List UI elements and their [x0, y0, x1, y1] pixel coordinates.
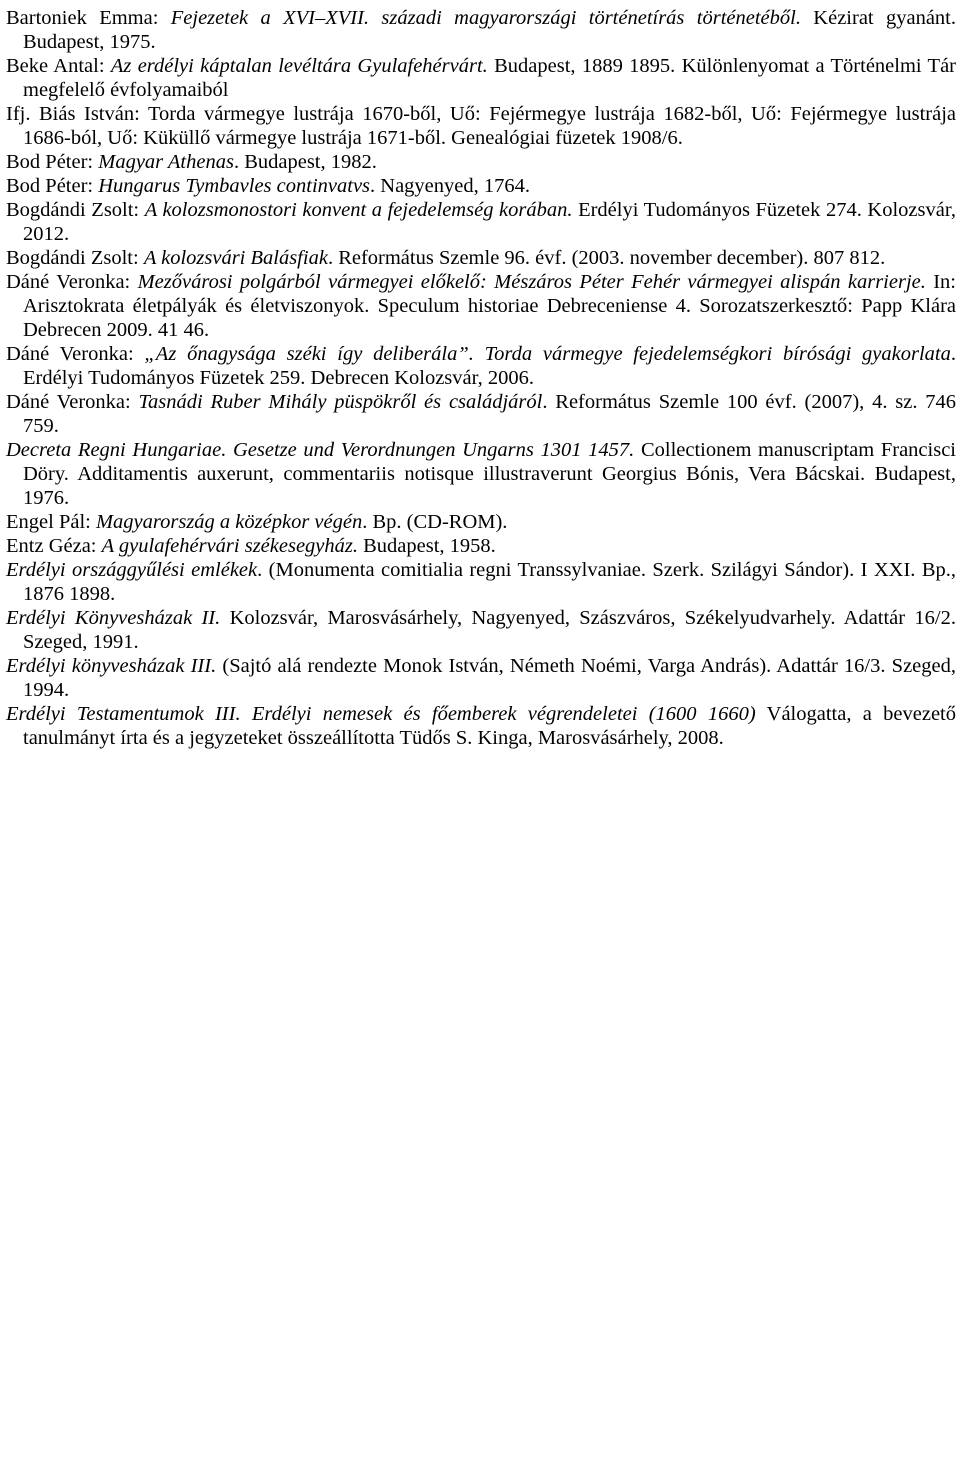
entry-text: . Bp. (CD-ROM).: [362, 511, 508, 533]
bibliography-entry: [6, 342, 956, 390]
entry-title: A kolozsmonostori konvent a fejedelemség korában.: [144, 199, 573, 221]
entry-title: Magyar Athenas: [98, 151, 234, 173]
entry-text: Bod Péter:: [6, 151, 99, 173]
bibliography-entry: [6, 54, 956, 102]
entry-text: . Református Szemle 100 évf. (2007), 4. sz. 746 759.: [23, 391, 957, 437]
entry-text: Bogdándi Zsolt:: [6, 199, 145, 221]
entry-text: Entz Géza:: [6, 535, 102, 557]
bibliography-entry: [6, 102, 956, 150]
entry-text: Budapest, 1889 1895. Különlenyomat a Történelmi Tár megfelelő évfolyamaiból: [23, 55, 957, 101]
entry-title: Erdélyi könyvesházak III.: [6, 655, 217, 677]
bibliography-entry: [6, 558, 956, 606]
entry-text: Dáné Veronka:: [6, 343, 145, 365]
entry-text: Beke Antal:: [6, 55, 111, 77]
entry-title: Magyarország a középkor végén: [95, 511, 363, 533]
entry-text: In: Arisztokrata életpályák és életviszonyok. Speculum historiae Debreceniense 4. Sorozatszerkesztő: Papp Klára Debrecen 2009. 41 46.: [23, 271, 957, 341]
entry-title: Az erdélyi káptalan levéltára Gyulafehérvárt.: [110, 55, 488, 77]
bibliography-entry: [6, 438, 956, 510]
entry-text: . Református Szemle 96. évf. (2003. november december). 807 812.: [327, 247, 886, 269]
entry-title: Fejezetek a XVI–XVII. századi magyarországi történetírás történetéből.: [170, 7, 801, 29]
bibliography-entry: [6, 270, 956, 342]
entry-text: Erdélyi Tudományos Füzetek 274. Kolozsvár, 2012.: [23, 199, 956, 245]
bibliography-entry: [6, 534, 956, 558]
entry-text: Engel Pál:: [6, 511, 96, 533]
entry-text: Dáné Veronka:: [6, 391, 139, 413]
entry-text: Dáné Veronka:: [6, 271, 138, 293]
entry-title: Erdélyi Testamentumok III. Erdélyi nemesek és főemberek végrendeletei (1600 1660): [6, 703, 756, 725]
bibliography-entry: [6, 174, 956, 198]
bibliography-entry: [6, 6, 956, 54]
bibliography-entry: [6, 390, 956, 438]
entry-title: Tasnádi Ruber Mihály püspökről és családjáról: [138, 391, 543, 413]
entry-text: Bogdándi Zsolt:: [6, 247, 144, 269]
bibliography-entry: [6, 510, 956, 534]
bibliography-entry: [6, 654, 956, 702]
entry-text: Válogatta, a bevezető tanulmányt írta és a jegyzeteket összeállította Tüdős S. Kinga, Marosvásárhely, 2008.: [23, 703, 956, 749]
entry-text: Bod Péter:: [6, 175, 99, 197]
bibliography-entry: [6, 198, 956, 246]
entry-title: A gyulafehérvári székesegyház.: [101, 535, 358, 557]
entry-text: . Erdélyi Tudományos Füzetek 259. Debrecen Kolozsvár, 2006.: [23, 343, 956, 389]
bibliography-entry: [6, 606, 956, 654]
entry-text: Kolozsvár, Marosvásárhely, Nagyenyed, Szászváros, Székelyudvarhely. Adattár 16/2. Szeged, 1991.: [23, 607, 956, 653]
entry-text: Kézirat gyanánt. Budapest, 1975.: [23, 7, 956, 53]
entry-text: . Nagyenyed, 1764.: [370, 175, 531, 197]
entry-text: Collectionem manuscriptam Francisci Döry. Additamentis auxerunt, commentariis notisque illustraverunt Georgius Bónis, Vera Bácskai. Budapest, 1976.: [23, 439, 956, 509]
entry-text: Ifj. Biás István: Torda vármegye lustrája 1670-ből, Uő: Fejérmegye lustrája 1682-ből, Uő: Fejérmegye lustrája 1686-ból, Uő: Küküllő vármegye lustrája 1671-ből. Genealógiai füzetek 1908/6.: [6, 103, 956, 149]
entry-text: . Budapest, 1982.: [233, 151, 377, 173]
entry-title: Decreta Regni Hungariae. Gesetze und Verordnungen Ungarns 1301 1457.: [6, 439, 635, 461]
bibliography-entry: [6, 150, 956, 174]
entry-text: . (Monumenta comitialia regni Transsylvaniae. Szerk. Szilágyi Sándor). I XXI. Bp., 1876 1898.: [23, 559, 956, 605]
bibliography-list: [6, 6, 956, 750]
entry-title: Erdélyi országgyűlési emlékek: [6, 559, 258, 581]
entry-title: A kolozsvári Balásfiak: [143, 247, 328, 269]
entry-title: Hungarus Tymbavles continvatvs: [98, 175, 371, 197]
bibliography-entry: [6, 702, 956, 750]
entry-text: Bartoniek Emma:: [6, 7, 171, 29]
entry-title: Erdélyi Könyvesházak II.: [6, 607, 221, 629]
entry-text: Budapest, 1958.: [358, 535, 496, 557]
entry-title: Mezővárosi polgárból vármegyei előkelő: Mészáros Péter Fehér vármegyei alispán karrierje.: [137, 271, 926, 293]
entry-title: „Az őnagysága széki így deliberála”. Torda vármegye fejedelemségkori bírósági gyakorlata: [144, 343, 951, 365]
entry-text: (Sajtó alá rendezte Monok István, Németh Noémi, Varga András). Adattár 16/3. Szeged, 1994.: [23, 655, 956, 701]
bibliography-entry: [6, 246, 956, 270]
